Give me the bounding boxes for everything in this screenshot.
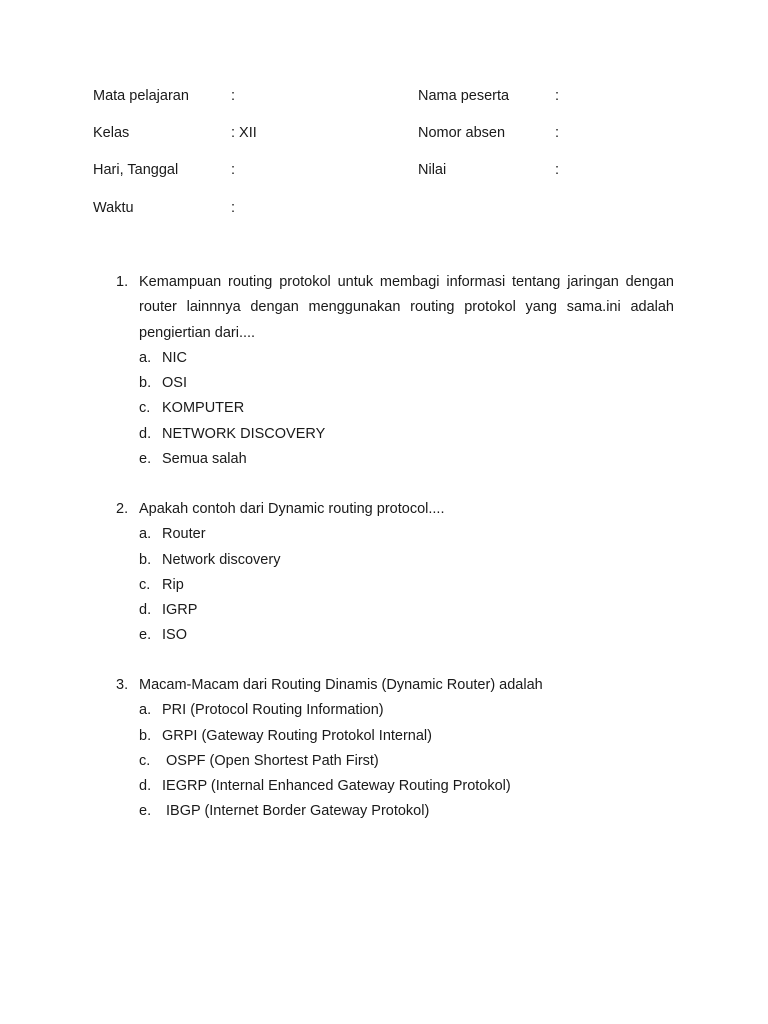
option-d [139, 422, 674, 447]
option-letter: e. [139, 627, 152, 644]
option-letter: c. [139, 576, 151, 593]
option-c [139, 749, 674, 774]
option-text: IBGP (Internet Border Gateway Protokol) [162, 803, 430, 820]
participant-name-label: Nama peserta [418, 88, 510, 104]
option-text: PRI (Protocol Routing Information) [162, 702, 384, 719]
option-letter: d. [139, 425, 152, 442]
option-text: Network discovery [162, 551, 281, 568]
time-value: : [231, 200, 236, 216]
option-b [139, 548, 674, 573]
option-letter: b. [139, 727, 152, 744]
option-a [139, 346, 674, 371]
question-1 [116, 270, 674, 472]
attendance-number-value: : [555, 125, 560, 141]
option-text: OSPF (Open Shortest Path First) [162, 752, 379, 769]
option-letter: d. [139, 778, 152, 795]
participant-name-value: : [555, 88, 560, 104]
question-number: 1. [116, 274, 129, 290]
date-value: : [231, 162, 236, 178]
question-text: Kemampuan routing protokol untuk membagi informasi tentang jaringan dengan router lainnnya dengan menggunakan routing protokol yang sama.ini adalah pengiertian dari.... [139, 274, 674, 341]
subject-label: Mata pelajaran [93, 88, 189, 104]
option-letter: c. [139, 400, 151, 417]
date-label: Hari, Tanggal [93, 162, 179, 178]
options-list [139, 522, 674, 648]
option-a [139, 698, 674, 723]
option-letter: c. [139, 752, 151, 769]
question-2 [116, 497, 674, 649]
option-text: ISO [162, 627, 187, 644]
option-e [139, 447, 674, 472]
option-b [139, 371, 674, 396]
subject-value: : [231, 88, 236, 104]
option-letter: d. [139, 602, 152, 619]
option-text: GRPI (Gateway Routing Protokol Internal) [162, 727, 432, 744]
question-number: 3. [116, 677, 129, 693]
option-letter: a. [139, 526, 152, 543]
option-text: NIC [162, 349, 187, 366]
option-text: NETWORK DISCOVERY [162, 425, 326, 442]
option-a [139, 522, 674, 547]
option-c [139, 396, 674, 421]
option-text: Rip [162, 576, 184, 593]
option-text: Semua salah [162, 451, 247, 468]
question-text: Macam-Macam dari Routing Dinamis (Dynamic Router) adalah [139, 677, 543, 693]
option-letter: b. [139, 375, 152, 392]
option-letter: e. [139, 451, 152, 468]
option-letter: b. [139, 551, 152, 568]
score-value: : [555, 162, 560, 178]
time-label: Waktu [93, 200, 134, 216]
class-value: : XII [231, 125, 257, 141]
option-e [139, 799, 674, 824]
question-text: Apakah contoh dari Dynamic routing protocol.... [139, 501, 445, 517]
option-c [139, 573, 674, 598]
option-letter: a. [139, 702, 152, 719]
option-letter: a. [139, 349, 152, 366]
options-list [139, 346, 674, 472]
question-3 [116, 673, 674, 825]
score-label: Nilai [418, 162, 447, 178]
options-list [139, 698, 674, 824]
option-d [139, 598, 674, 623]
question-number: 2. [116, 501, 129, 517]
option-b [139, 724, 674, 749]
option-letter: e. [139, 803, 152, 820]
option-d [139, 774, 674, 799]
class-label: Kelas [93, 125, 130, 141]
option-text: Router [162, 526, 206, 543]
option-text: OSI [162, 375, 187, 392]
option-text: KOMPUTER [162, 400, 245, 417]
option-text: IEGRP (Internal Enhanced Gateway Routing Protokol) [162, 778, 511, 795]
option-e [139, 623, 674, 648]
option-text: IGRP [162, 602, 198, 619]
attendance-number-label: Nomor absen [418, 125, 506, 141]
